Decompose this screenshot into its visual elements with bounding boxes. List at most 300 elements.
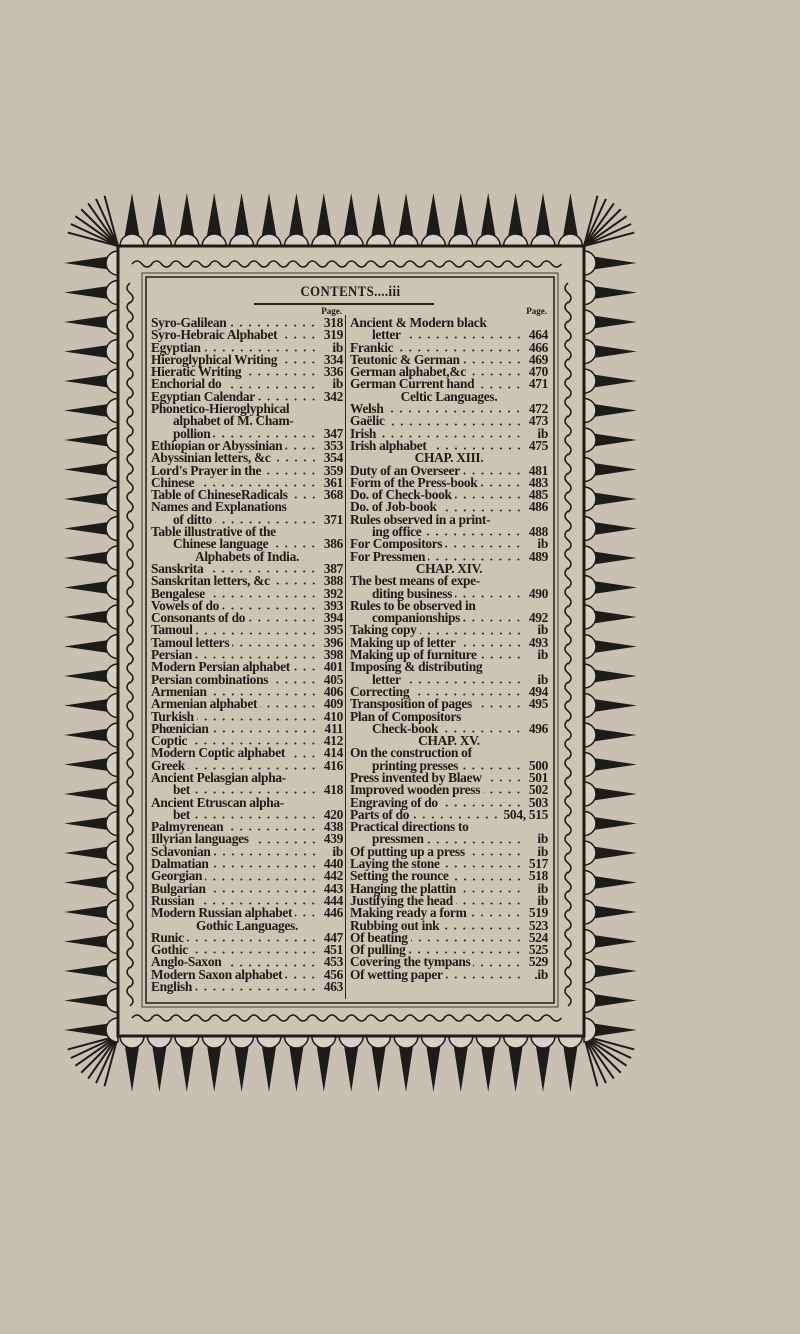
page-number: 353	[323, 437, 343, 453]
entry-title: Egyptian	[151, 339, 201, 355]
dot-leader	[195, 988, 318, 991]
entry-title: Hieroglyphical Writing	[151, 351, 278, 367]
entry-title: Of pulling	[350, 942, 406, 958]
entry-title: Sanskrita	[151, 560, 204, 576]
scallop	[367, 1036, 391, 1048]
entry-title: Persian combinations	[151, 671, 269, 687]
spike	[64, 581, 112, 595]
entry-title: Gaëlic	[350, 413, 385, 429]
entry-title: Sanskritan letters, &c	[151, 573, 270, 589]
dot-leader	[212, 865, 318, 868]
entry-title: Consonants of do	[151, 610, 246, 626]
page-number: 446	[323, 905, 343, 921]
dot-leader	[463, 361, 523, 364]
dot-leader	[252, 841, 318, 844]
entry-title: Modern Coptic alphabet	[151, 745, 286, 761]
scallop	[367, 234, 391, 246]
entry-title: Irish alphabet	[350, 437, 427, 453]
page-number: 486	[528, 499, 548, 515]
entry-title: Rules observed in a print-	[350, 511, 491, 527]
page-number: 398	[323, 647, 343, 663]
spike	[64, 374, 112, 388]
entry-title: Of wetting paper	[350, 966, 443, 982]
entry-title: Justifying the head	[350, 892, 453, 908]
contents-entry	[350, 415, 548, 427]
page-number: 488	[528, 524, 548, 540]
spike	[590, 522, 637, 536]
page-number: ib	[537, 647, 548, 663]
spike	[590, 758, 637, 772]
spike	[590, 669, 637, 683]
page-number: 485	[528, 487, 548, 503]
page-number: 336	[323, 364, 343, 380]
scallop	[147, 1036, 171, 1048]
scallop	[531, 234, 555, 246]
page-number: ib	[537, 622, 548, 638]
page-number: 471	[528, 376, 548, 392]
entry-title: letter	[372, 327, 401, 343]
spike	[64, 492, 112, 506]
spike	[480, 193, 496, 240]
page-number: ib	[537, 536, 548, 552]
page-number: 518	[528, 868, 548, 884]
spike	[590, 374, 637, 388]
entry-title: Form of the Press-book	[350, 474, 478, 490]
dot-leader	[285, 447, 318, 450]
page-number: 405	[323, 671, 343, 687]
entry-title: Engraving of do	[350, 794, 438, 810]
page-number: 410	[323, 708, 343, 724]
entry-title: Taking copy	[350, 622, 417, 638]
scallop	[584, 369, 596, 393]
dot-leader	[485, 779, 523, 782]
spike	[64, 1023, 112, 1037]
page-number: 409	[323, 696, 343, 712]
entry-title: Irish	[350, 425, 377, 441]
dot-leader	[445, 545, 523, 548]
page-number: 523	[528, 917, 548, 933]
scallop	[230, 234, 254, 246]
scallop	[106, 959, 118, 983]
dot-leader	[280, 361, 318, 364]
entry-title: of ditto	[173, 511, 212, 527]
scallop	[476, 234, 500, 246]
entry-title: Abyssinian letters, &c	[151, 450, 271, 466]
dot-leader	[288, 755, 318, 758]
scallop	[584, 340, 596, 364]
scallop	[230, 1036, 254, 1048]
dot-leader	[483, 582, 523, 585]
page-number: 473	[528, 413, 548, 429]
dot-leader	[446, 976, 523, 979]
scallop	[106, 399, 118, 423]
page-number: ib	[537, 831, 548, 847]
dot-leader	[479, 607, 523, 610]
spike	[425, 193, 441, 240]
scallop	[106, 841, 118, 865]
scallop	[504, 234, 528, 246]
entry-title: Press invented by Blaew	[350, 769, 482, 785]
spike	[590, 433, 637, 447]
page-number: 354	[323, 450, 343, 466]
spike	[206, 193, 222, 240]
page-number: 444	[323, 892, 343, 908]
dot-leader	[469, 373, 523, 376]
entry-title: Egyptian Calendar	[151, 388, 255, 404]
scallop	[584, 546, 596, 570]
dot-leader	[485, 668, 523, 671]
scallop	[257, 234, 281, 246]
scallop	[584, 664, 596, 688]
entry-title: printing presses	[372, 757, 459, 773]
dot-leader	[214, 853, 318, 856]
entry-title: Syro-Hebraic Alphabet	[151, 327, 278, 343]
page-number: 456	[323, 966, 343, 982]
entry-title: Vowels of do	[151, 597, 220, 613]
spike	[453, 193, 469, 240]
entry-title: Runic	[151, 929, 184, 945]
scallop	[531, 1036, 555, 1048]
page-number: 481	[528, 462, 548, 478]
page-number: 442	[323, 868, 343, 884]
spike	[398, 193, 414, 240]
scallop	[339, 234, 363, 246]
entry-title: Turkish	[151, 708, 194, 724]
entry-title: Modern Russian alphabet	[151, 905, 293, 921]
page-column-label: Page.	[321, 306, 342, 316]
scallop	[106, 723, 118, 747]
page-number: 361	[323, 474, 343, 490]
scallop	[106, 428, 118, 452]
entry-title: Names and Explanations	[151, 499, 287, 515]
contents-column-left	[151, 306, 343, 993]
dot-leader	[442, 927, 523, 930]
spike	[590, 817, 637, 831]
spike	[590, 256, 637, 270]
entry-title: Making ready a form	[350, 905, 467, 921]
scallop	[584, 930, 596, 954]
page-number: 489	[528, 548, 548, 564]
scallop	[175, 1036, 199, 1048]
entry-title: Improved wooden press	[350, 782, 481, 798]
entry-title: Celtic Languages.	[400, 388, 498, 404]
page-number: 500	[528, 757, 548, 773]
scallop	[106, 900, 118, 924]
page-number: 464	[528, 327, 548, 343]
entry-title: Gothic Languages.	[195, 917, 299, 933]
entry-title: CHAP. XIII.	[414, 450, 484, 466]
entry-title: On the construction of	[350, 745, 472, 761]
page-number: 463	[323, 979, 343, 995]
dot-leader	[193, 791, 318, 794]
spike	[590, 994, 637, 1008]
dot-leader	[248, 619, 318, 622]
page-number: 493	[528, 634, 548, 650]
spike	[288, 193, 304, 240]
spike	[508, 193, 524, 240]
entry-title: Laying the stone	[350, 856, 440, 872]
page-number: 502	[528, 782, 548, 798]
spike	[64, 610, 112, 624]
scallop	[394, 1036, 418, 1048]
dot-leader	[292, 410, 318, 413]
entry-title: Check-book	[372, 720, 439, 736]
scallop	[106, 576, 118, 600]
spike	[151, 193, 167, 240]
page-number: 371	[323, 511, 343, 527]
page-number: 439	[323, 831, 343, 847]
dot-leader	[285, 976, 318, 979]
page-number: ib	[537, 671, 548, 687]
column-divider	[345, 315, 346, 999]
entry-title: Plan of Compositors	[350, 708, 462, 724]
entry-title: Syro-Galilean	[151, 315, 227, 330]
scallop	[106, 753, 118, 777]
scallop	[584, 310, 596, 334]
entry-title: letter	[372, 671, 401, 687]
page-number: 503	[528, 794, 548, 810]
page-number: 492	[528, 610, 548, 626]
dot-leader	[480, 656, 523, 659]
scallop	[394, 234, 418, 246]
scallop	[584, 399, 596, 423]
entry-title: Rubbing out ink	[350, 917, 440, 933]
scallop	[120, 234, 144, 246]
entry-title: Transposition of pages	[350, 696, 472, 712]
scallop	[558, 234, 582, 246]
spike	[64, 256, 112, 270]
page-column-label: Page.	[526, 306, 547, 316]
page-number: 411	[324, 720, 343, 736]
entry-title: For Compositors	[350, 536, 443, 552]
scallop	[584, 694, 596, 718]
scallop	[312, 1036, 336, 1048]
spike	[64, 728, 112, 742]
page-number: 406	[323, 683, 343, 699]
page-number: 412	[323, 733, 343, 749]
entry-title: Table of ChineseRadicals	[151, 487, 288, 503]
entry-title: Ancient & Modern black	[350, 315, 487, 330]
spike	[261, 193, 277, 240]
scallop	[476, 1036, 500, 1048]
scallop	[284, 234, 308, 246]
scallop	[584, 989, 596, 1013]
page-number: 519	[528, 905, 548, 921]
page-number: 472	[528, 401, 548, 417]
scallop	[584, 635, 596, 659]
scallop	[202, 1036, 226, 1048]
dot-leader	[187, 939, 318, 942]
scallop	[106, 487, 118, 511]
dot-leader	[452, 878, 524, 881]
entry-title: Chinese	[151, 474, 195, 490]
scallop	[584, 517, 596, 541]
entry-title: Phonetico-Hieroglyphical	[151, 401, 290, 417]
page-number: ib	[332, 339, 343, 355]
contents-panel	[148, 277, 553, 1002]
spike	[562, 193, 578, 240]
scallop	[312, 234, 336, 246]
scallop	[106, 458, 118, 482]
entry-title: Ethiopian or Abyssinian	[151, 437, 283, 453]
page-number: 525	[528, 942, 548, 958]
entry-title: alphabet of M. Cham-	[173, 413, 294, 429]
page-number: 496	[528, 720, 548, 736]
scallop	[339, 1036, 363, 1048]
page-number: 342	[323, 388, 343, 404]
spike	[124, 193, 140, 240]
spike	[590, 846, 637, 860]
entry-title: Dalmatian	[151, 856, 209, 872]
scallop	[584, 281, 596, 305]
spike	[590, 315, 637, 329]
spike	[371, 193, 387, 240]
dot-leader	[483, 791, 523, 794]
page-number: ib	[332, 843, 343, 859]
spike	[590, 728, 637, 742]
entry-title: Anglo-Saxon	[151, 954, 222, 970]
dot-leader	[274, 459, 319, 462]
dot-leader	[386, 410, 523, 413]
dot-leader	[291, 496, 318, 499]
spike	[590, 964, 637, 978]
spike	[590, 1023, 637, 1037]
spike	[64, 286, 112, 300]
dot-leader	[459, 890, 523, 893]
dot-leader	[475, 755, 523, 758]
entry-title: Imposing & distributing	[350, 659, 483, 675]
dot-leader	[273, 582, 318, 585]
dot-leader	[469, 914, 523, 917]
dot-leader	[205, 878, 318, 881]
spike	[590, 551, 637, 565]
page-number: 440	[323, 856, 343, 872]
scallop	[106, 310, 118, 334]
spike	[64, 758, 112, 772]
spike	[179, 193, 195, 240]
spike	[64, 315, 112, 329]
dot-leader	[443, 865, 523, 868]
scallop	[106, 989, 118, 1013]
scallop	[106, 340, 118, 364]
entry-title: German Current hand	[350, 376, 475, 392]
scallop	[584, 959, 596, 983]
entry-title: Alphabets of India.	[194, 548, 300, 564]
scallop	[449, 1036, 473, 1048]
scallop	[584, 900, 596, 924]
entry-title: Ancient Etruscan alpha-	[151, 794, 284, 810]
scallop	[421, 1036, 445, 1048]
dot-leader	[208, 595, 318, 598]
page-number: 401	[323, 659, 343, 675]
page-number: 443	[323, 880, 343, 896]
dot-leader	[280, 336, 318, 339]
entry-title: Hieratic Writing	[151, 364, 242, 380]
dot-leader	[295, 914, 318, 917]
entry-title: Georgian	[151, 868, 203, 884]
scallop	[584, 487, 596, 511]
page-number: 414	[323, 745, 343, 761]
entry-title: Bengalese	[151, 585, 205, 601]
scallop	[202, 234, 226, 246]
dot-leader	[404, 681, 523, 684]
dot-leader	[296, 423, 318, 426]
page-number: 495	[528, 696, 548, 712]
entry-title: Hanging the plattin	[350, 880, 456, 896]
spike	[64, 522, 112, 536]
entry-title: Russian	[151, 892, 195, 908]
page-number: ib	[537, 843, 548, 859]
page-number: 393	[323, 597, 343, 613]
entry-title: Tamoul letters	[151, 634, 230, 650]
spike	[64, 640, 112, 654]
spike	[64, 935, 112, 949]
dot-leader	[290, 509, 318, 512]
entry-title: Making up of letter	[350, 634, 456, 650]
entry-title: Welsh	[350, 401, 384, 417]
dot-leader	[279, 533, 318, 536]
entry-title: Persian	[151, 647, 193, 663]
entry-title: pressmen	[372, 831, 424, 847]
scallop	[584, 812, 596, 836]
spike	[590, 492, 637, 506]
scallop	[106, 251, 118, 275]
dot-leader	[473, 964, 523, 967]
page-number: 453	[323, 954, 343, 970]
contents-column-right	[350, 306, 548, 981]
dot-leader	[455, 496, 523, 499]
scallop	[504, 1036, 528, 1048]
entry-title: Tamoul	[151, 622, 193, 638]
entry-title: Do. of Job-book	[350, 499, 437, 515]
spike	[343, 193, 359, 240]
page-number: 490	[528, 585, 548, 601]
spike	[64, 345, 112, 359]
page-number: ib	[537, 880, 548, 896]
dot-leader	[244, 373, 318, 376]
page-number: 318	[323, 315, 343, 330]
spike	[590, 463, 637, 477]
dot-leader	[264, 472, 318, 475]
scallop	[106, 635, 118, 659]
page-number: 470	[528, 364, 548, 380]
entry-title: Of beating	[350, 929, 408, 945]
entry-title: Of putting up a press	[350, 843, 465, 859]
spike	[590, 905, 637, 919]
page-number: 386	[323, 536, 343, 552]
spike	[64, 846, 112, 860]
spike	[234, 193, 250, 240]
entry-title: bet	[173, 806, 190, 822]
page-number: 392	[323, 585, 343, 601]
page-number: 394	[323, 610, 343, 626]
spike	[64, 433, 112, 447]
entry-title: Sclavonian	[151, 843, 211, 859]
page-number: 504, 515	[503, 806, 548, 822]
scallop	[584, 841, 596, 865]
page-number: ib	[332, 376, 343, 392]
spike	[590, 787, 637, 801]
entry-title: Bulgarian	[151, 880, 206, 896]
dot-leader	[289, 779, 318, 782]
page-number: 494	[528, 683, 548, 699]
spike	[590, 581, 637, 595]
entry-title: English	[151, 979, 193, 995]
scallop	[584, 251, 596, 275]
entry-title: Modern Persian alphabet	[151, 659, 290, 675]
page-number: 395	[323, 622, 343, 638]
entry-title: diting business	[372, 585, 452, 601]
